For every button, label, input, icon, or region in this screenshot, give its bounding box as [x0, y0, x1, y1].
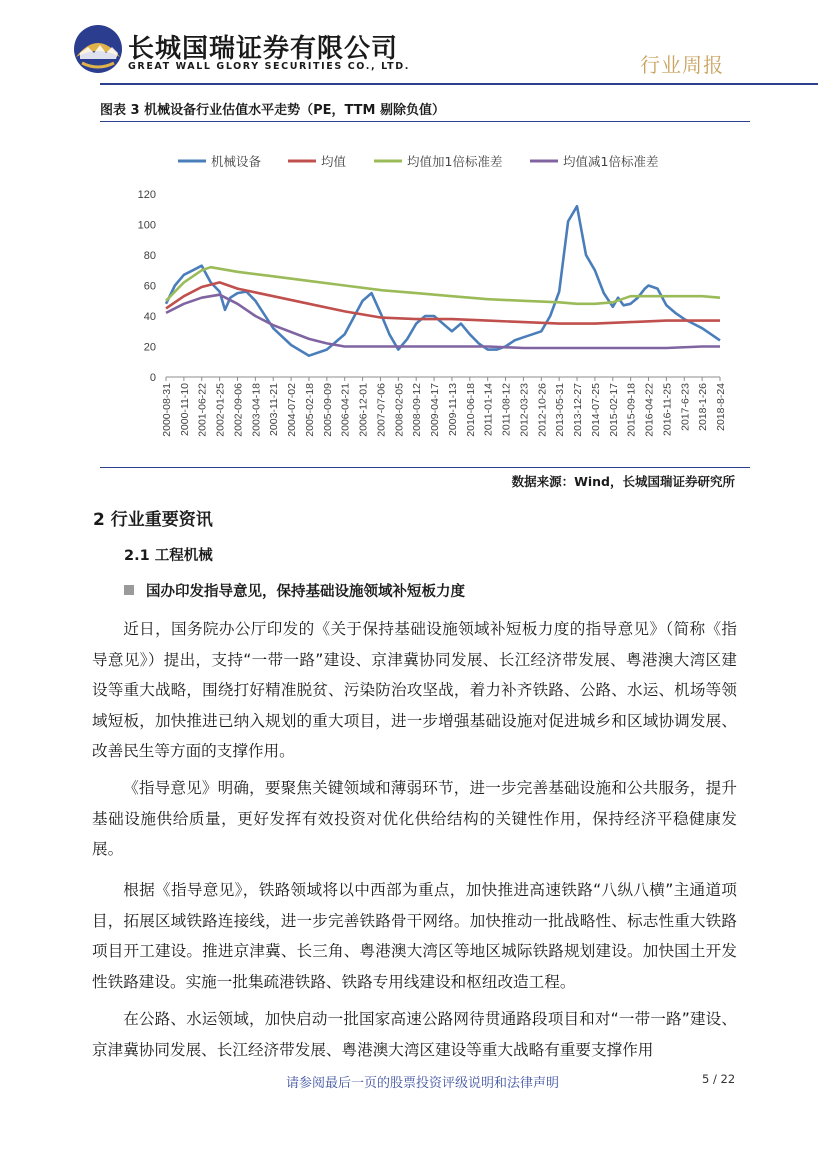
company-name-cn: 长城国瑞证券有限公司 — [128, 34, 399, 64]
legend-label: 机械设备 — [211, 154, 262, 169]
pe-valuation-chart — [100, 124, 750, 466]
document-type: 行业周报 — [640, 53, 724, 77]
x-tick-label: 2000-11-10 — [178, 383, 191, 436]
section-heading: 2 行业重要资讯 — [93, 510, 213, 530]
figure-title: 图表 3 机械设备行业估值水平走势（PE，TTM 剔除负值） — [100, 103, 446, 118]
square-bullet-icon — [124, 585, 134, 595]
x-tick-label: 2008-09-12 — [411, 383, 424, 437]
figure-bottom-rule — [100, 467, 750, 468]
x-tick-label: 2003-04-18 — [250, 383, 263, 437]
x-tick-label: 2014-07-25 — [589, 382, 602, 437]
figure-source: 数据来源：Wind，长城国瑞证券研究所 — [511, 474, 735, 489]
x-tick-label: 2006-12-01 — [357, 383, 370, 437]
company-name-en: GREAT WALL GLORY SECURITIES CO., LTD. — [128, 61, 410, 72]
news-heading-text: 国办印发指导意见，保持基础设施领域补短板力度 — [146, 584, 465, 600]
x-tick-label: 2002-01-25 — [214, 383, 227, 437]
body-paragraph: 在公路、水运领域，加快启动一批国家高速公路网待贯通路段项目和对“一带一路”建设、京津冀协同发展、长江经济带发展、粤港澳大湾区建设等重大战略有重要支撑作用 — [92, 1010, 737, 1059]
x-tick-label: 2011-08-12 — [500, 383, 513, 436]
page-header — [0, 0, 827, 92]
y-tick-label: 40 — [143, 311, 156, 323]
x-tick-label: 2002-09-06 — [232, 383, 245, 437]
x-tick-label: 2011-01-14 — [482, 383, 495, 436]
y-tick-label: 120 — [137, 189, 156, 201]
legend-label: 均值 — [321, 154, 347, 169]
body-paragraph: 《指导意见》明确，要聚焦关键领域和薄弱环节，进一步完善基础设施和公共服务，提升基础设施供给质量，更好发挥有效投资对优化供给结构的关键性作用，保持经济平稳健康发展。 — [92, 779, 737, 858]
news-heading — [124, 580, 465, 601]
x-tick-label: 2018-1-26 — [697, 383, 710, 431]
y-tick-label: 80 — [143, 250, 156, 262]
company-logo-icon — [70, 23, 126, 75]
y-tick-label: 100 — [137, 219, 156, 232]
y-tick-label: 0 — [149, 372, 156, 384]
x-tick-label: 2016-04-22 — [643, 383, 656, 437]
x-tick-label: 2012-03-23 — [518, 383, 531, 437]
header-divider — [100, 83, 818, 85]
subsection-heading: 2.1 工程机械 — [124, 548, 213, 564]
x-tick-label: 2001-06-22 — [196, 383, 209, 437]
series-line-0 — [166, 206, 720, 356]
x-tick-label: 2017-6-23 — [679, 383, 692, 431]
series-line-1 — [166, 282, 720, 323]
legend-label: 均值加1倍标准差 — [407, 154, 503, 169]
x-tick-label: 2005-02-18 — [303, 383, 316, 437]
x-tick-label: 2013-05-31 — [554, 382, 567, 437]
x-tick-label: 2015-09-18 — [625, 383, 638, 437]
x-tick-label: 2000-08-31 — [161, 383, 173, 437]
y-tick-label: 20 — [143, 341, 156, 354]
x-tick-label: 2009-11-13 — [446, 383, 459, 436]
legend-label: 均值减1倍标准差 — [563, 154, 659, 169]
x-tick-label: 2018-8-24 — [715, 383, 727, 431]
x-tick-label: 2005-09-09 — [321, 383, 334, 437]
x-tick-label: 2010-06-18 — [464, 383, 477, 437]
x-tick-label: 2006-04-21 — [339, 383, 352, 437]
x-tick-label: 2013-12-27 — [572, 382, 585, 437]
body-paragraph: 根据《指导意见》，铁路领域将以中西部为重点，加快推进高速铁路“八纵八横”主通道项目，拓展区域铁路连接线，进一步完善铁路骨干网络。加快推动一批战略性、标志性重大铁路项目开工建设。推进京津冀、长三角、粤港澳大湾区等地区城际铁路规划建设。加快国土开发性铁路建设。实施一批集疏港铁路、铁路专用线建设和枢纽改造工程。 — [92, 881, 737, 991]
x-tick-label: 2009-04-17 — [429, 383, 442, 437]
x-tick-label: 2012-10-26 — [536, 383, 549, 437]
x-tick-label: 2003-11-21 — [268, 383, 281, 436]
page-number: 5 / 22 — [702, 1072, 736, 1086]
figure-top-rule — [100, 121, 750, 122]
x-tick-label: 2007-07-06 — [375, 383, 388, 437]
x-tick-label: 2015-02-17 — [607, 383, 620, 437]
footer-disclaimer: 请参阅最后一页的股票投资评级说明和法律声明 — [286, 1076, 560, 1091]
y-tick-label: 60 — [143, 280, 156, 293]
x-tick-label: 2004-07-02 — [286, 383, 299, 437]
body-paragraph: 近日，国务院办公厅印发的《关于保持基础设施领域补短板力度的指导意见》（简称《指导意见》）提出，支持“一带一路”建设、京津冀协同发展、长江经济带发展、粤港澳大湾区建设等重大战略，围绕打好精准脱贫、污染防治攻坚战，着力补齐铁路、公路、水运、机场等领域短板，加快推进已纳入规划的重大项目，进一步增强基础设施对促进城乡和区域协调发展、改善民生等方面的支撑作用。 — [92, 620, 737, 760]
x-tick-label: 2008-02-05 — [393, 383, 406, 437]
x-tick-label: 2016-11-25 — [661, 383, 674, 436]
